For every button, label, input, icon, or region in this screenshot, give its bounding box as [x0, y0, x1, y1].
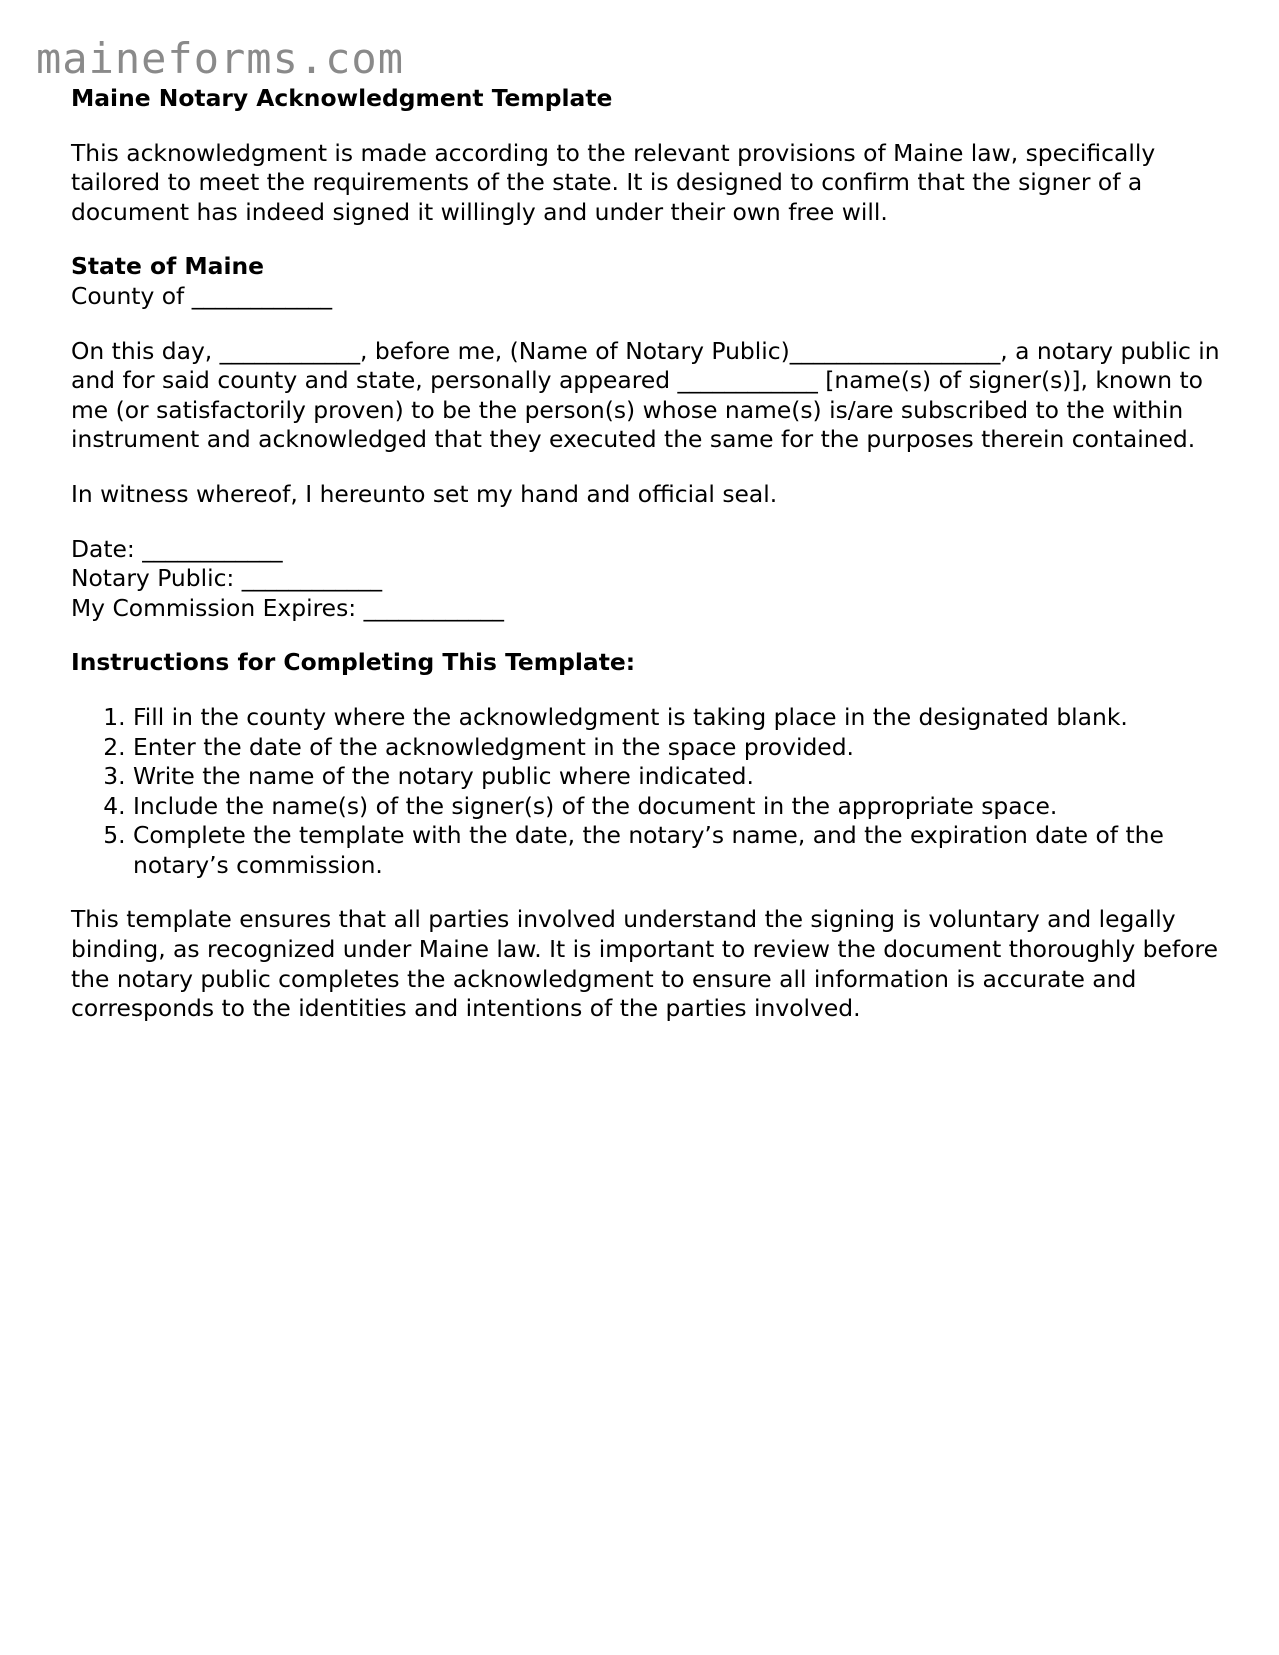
list-item: 4. Include the name(s) of the signer(s) of the document in the appropriate space.	[133, 792, 1221, 822]
list-item: 3. Write the name of the notary public where indicated.	[133, 762, 1221, 792]
instructions-list	[71, 703, 1221, 881]
list-item: 2. Enter the date of the acknowledgment in the space provided.	[133, 733, 1221, 763]
watermark: maineforms.com	[36, 34, 405, 83]
state-heading: State of Maine	[71, 252, 264, 281]
intro-paragraph: This acknowledgment is made according to the relevant provisions of Maine law, specifically tailored to meet the requirements of the state. It is designed to confirm that the signer of a document has indeed signed it willingly and under their own free will.	[71, 138, 1156, 226]
signature-block	[71, 535, 1221, 624]
acknowledgment-paragraph: On this day, ____________, before me, (Name of Notary Public)__________________, a notary public in and for said county and state, personally appeared ____________ [name(s) of signer(s)], known to me (or satisfactorily proven) to be the person(s) whose name(s) is/are subscribed to the within instrument and acknowledged that they executed the same for the purposes therein contained.	[71, 336, 1220, 454]
county-line: County of ____________	[71, 281, 333, 310]
list-item: 5. Complete the template with the date, the notary’s name, and the expiration date of the notary’s commission.	[133, 821, 1221, 880]
witness-line: In witness whereof, I hereunto set my hand and official seal.	[71, 479, 778, 508]
document-title: Maine Notary Acknowledgment Template	[71, 84, 613, 112]
date-line: Date: ____________	[71, 534, 283, 563]
venue-block	[71, 252, 1221, 311]
list-item: 1. Fill in the county where the acknowledgment is taking place in the designated blank.	[133, 703, 1221, 733]
notary-public-line: Notary Public: ____________	[71, 564, 383, 593]
instructions-heading: Instructions for Completing This Template:	[71, 648, 636, 677]
closing-paragraph: This template ensures that all parties involved understand the signing is voluntary and legally binding, as recognized under Maine law. It is important to review the document thoroughly before the notary public completes the acknowledgment to ensure all information is accurate and corresponds to the identities and intentions of the parties involved.	[71, 905, 1218, 1023]
document	[71, 84, 1221, 1049]
commission-expires-line: My Commission Expires: ____________	[71, 593, 504, 622]
